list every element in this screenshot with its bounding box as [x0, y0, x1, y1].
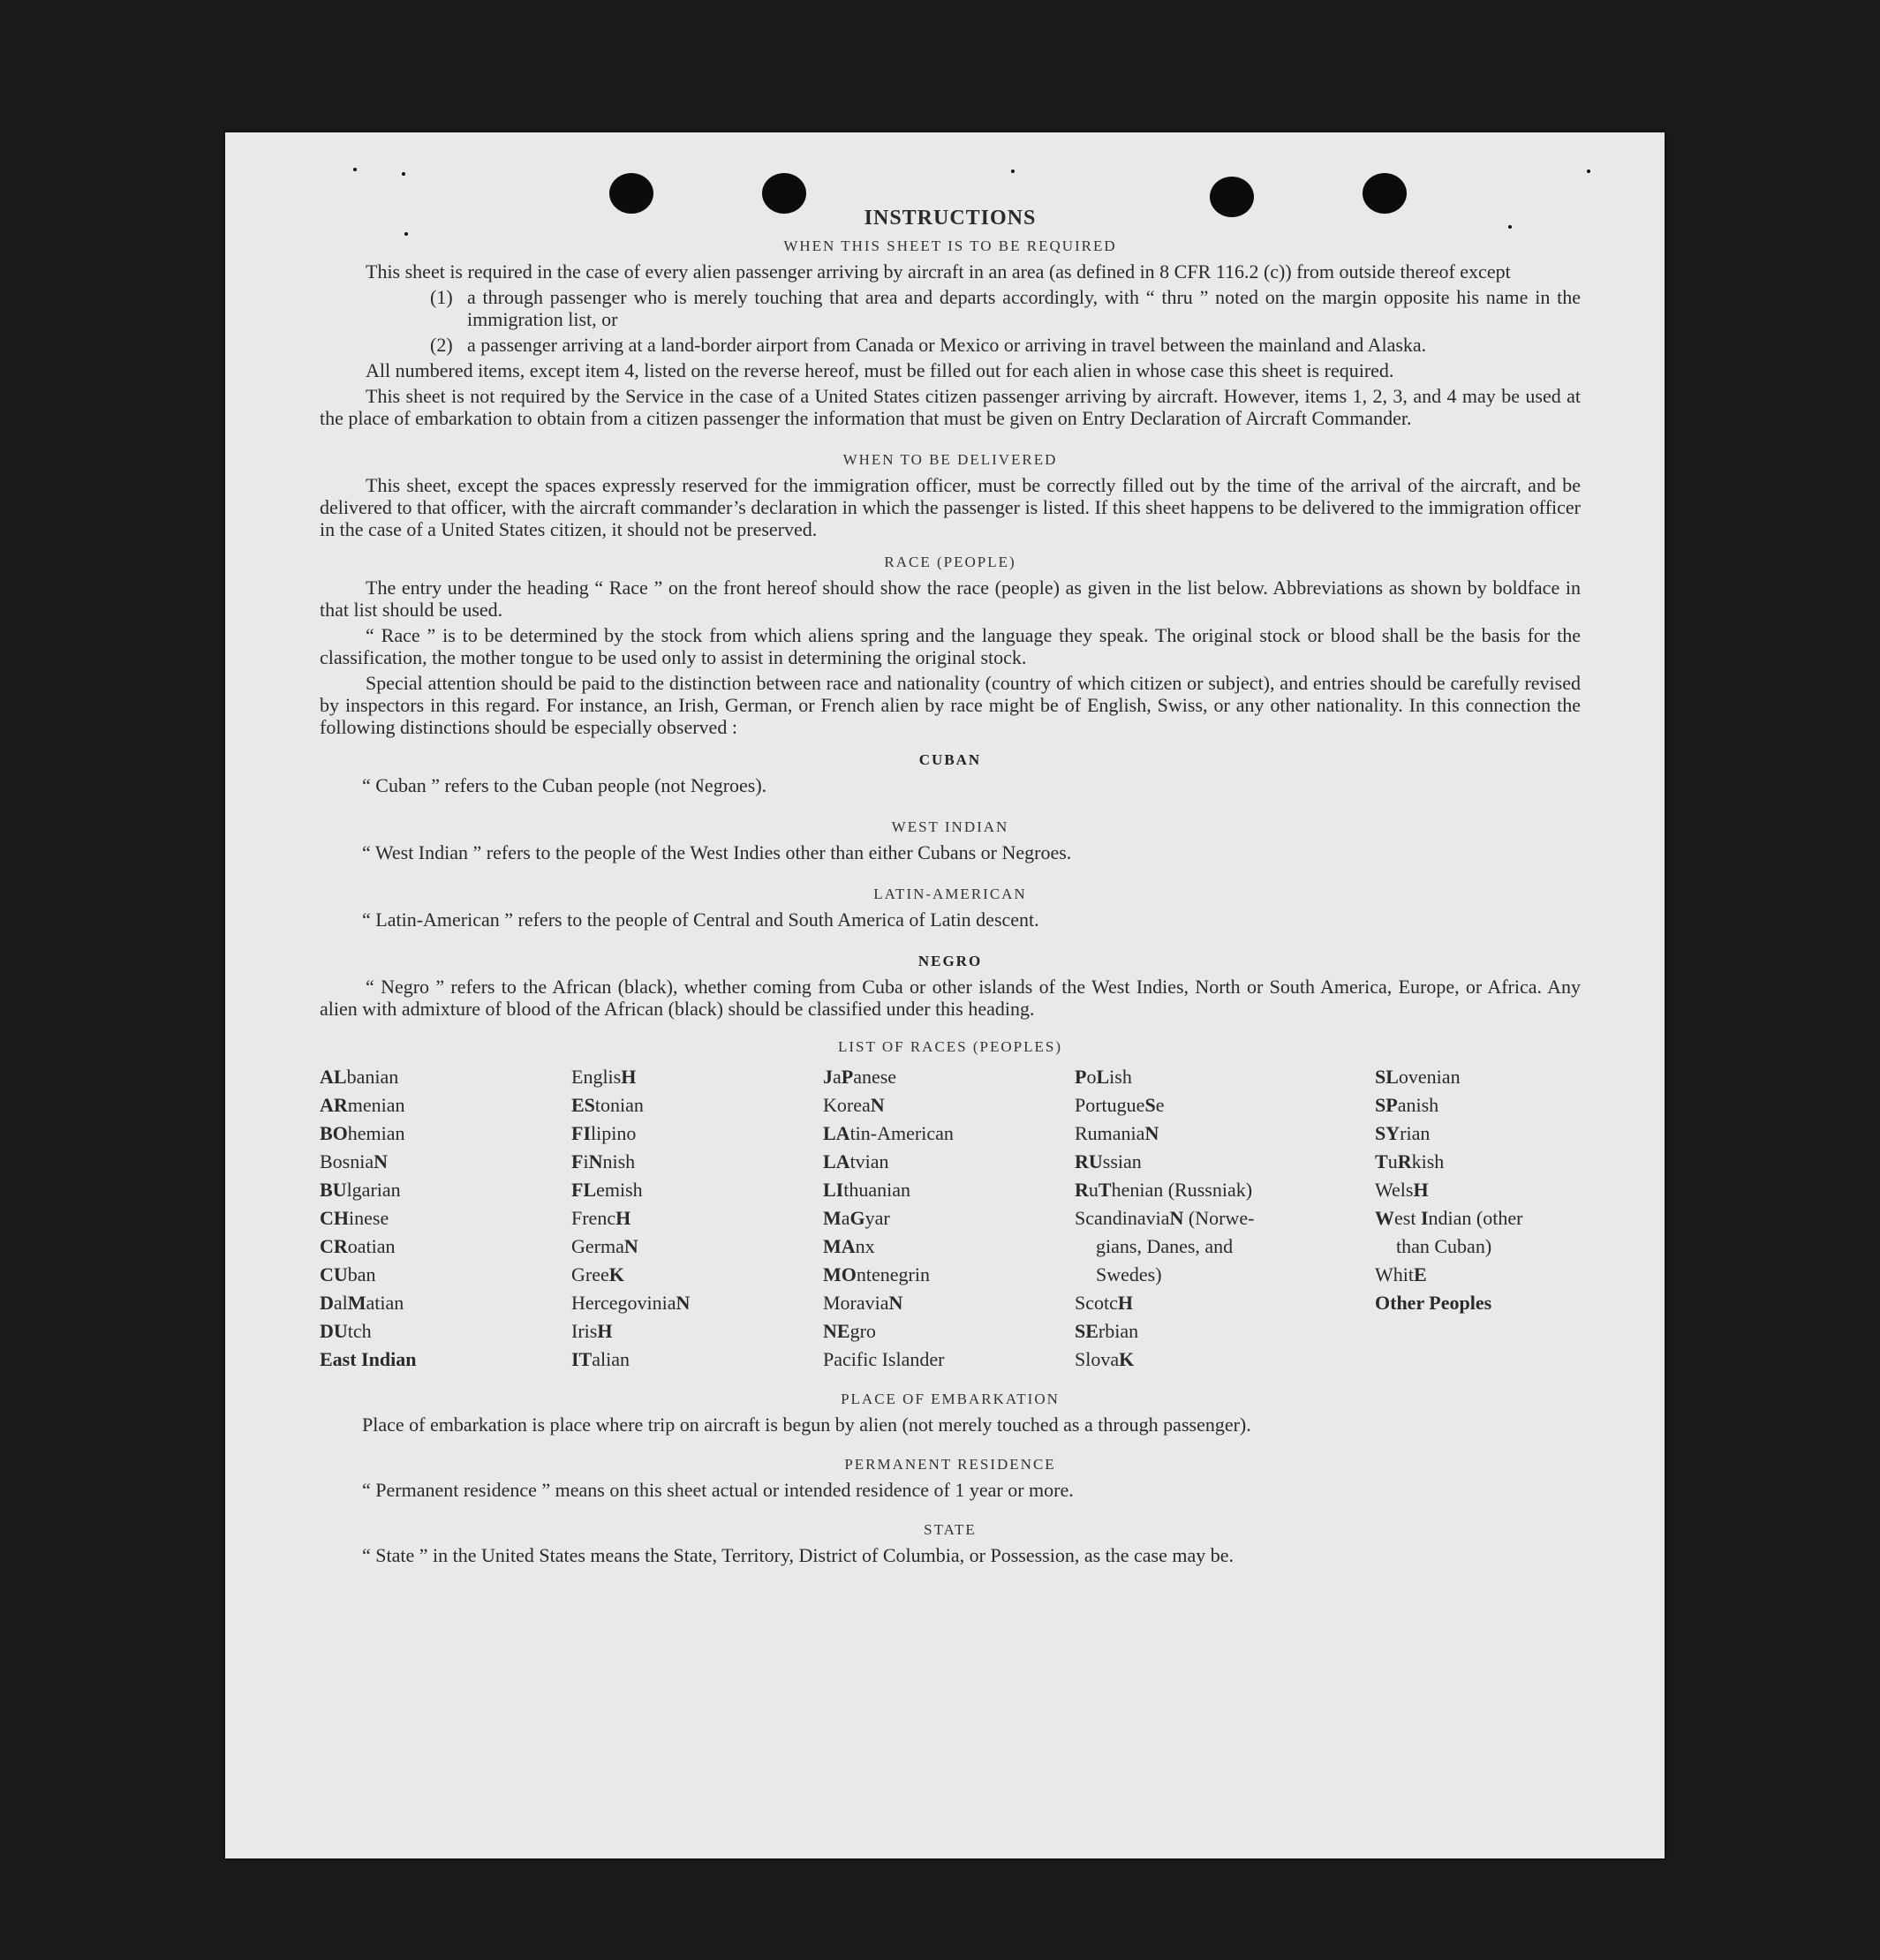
race-abbrev: L [1096, 1066, 1110, 1088]
race-text: Whit [1375, 1263, 1414, 1285]
race-text: e [1155, 1094, 1165, 1116]
race-entry [571, 1317, 823, 1346]
race-abbrev: N [623, 1235, 638, 1257]
race-entry [823, 1346, 1075, 1374]
race-entry [823, 1204, 1075, 1233]
race-text: a [833, 1066, 842, 1088]
race-text: ssian [1102, 1150, 1142, 1172]
item-number: (1) [430, 286, 453, 308]
race-text: lgarian [346, 1179, 401, 1201]
race-abbrev: DU [320, 1320, 348, 1342]
race-entry [1375, 1176, 1578, 1204]
race-entry [1075, 1317, 1348, 1346]
race-text: inese [349, 1207, 389, 1229]
paragraph-race-nationality: Special attention should be paid to the distinction between race and nationality (country of which citizen or subject), and entries should be carefully revised by inspectors in this regard. For instance, an Irish, German, or French alien by race might be of English, Swiss, or any other nationality. In this connection the following distinctions should be especially observed : [320, 672, 1581, 738]
paragraph-race-stock: “ Race ” is to be determined by the stock from which aliens spring and the language they speak. The original stock or blood shall be the basis for the classification, the mother tongue to be used only to assist in determining the original stock. [320, 624, 1581, 668]
race-entry [1075, 1289, 1348, 1317]
race-entry [320, 1289, 571, 1317]
race-abbrev: W [1375, 1207, 1394, 1229]
race-abbrev: N [676, 1292, 691, 1314]
race-entry [320, 1204, 571, 1233]
race-text: tvian [849, 1150, 889, 1172]
race-entry [571, 1091, 823, 1119]
race-text: Iris [571, 1320, 598, 1342]
paragraph-numbered-items: All numbered items, except item 4, listed on the reverse hereof, must be filled out for each alien in whose case this sheet is required. [366, 359, 1394, 381]
race-entry [823, 1261, 1075, 1289]
definition-west-indian: “ West Indian ” refers to the people of the West Indies other than either Cubans or Negroes. [362, 841, 1072, 863]
speck [402, 172, 405, 176]
race-text: Scandinavia [1075, 1207, 1170, 1229]
race-entry [1075, 1063, 1348, 1091]
race-text: tch [347, 1320, 372, 1342]
section-heading-delivered: WHEN TO BE DELIVERED [842, 451, 1058, 468]
section-heading-west-indian: WEST INDIAN [891, 818, 1009, 835]
race-text: anish [1397, 1094, 1439, 1116]
races-column-1 [320, 1063, 571, 1374]
race-entry [1375, 1261, 1578, 1289]
race-entry [320, 1233, 571, 1261]
race-abbrev: BU [320, 1179, 347, 1201]
race-abbrev: E [1414, 1263, 1427, 1285]
race-abbrev: N [1144, 1122, 1159, 1144]
race-text: Bosnia [320, 1150, 374, 1172]
paragraph-delivered: This sheet, except the spaces expressly reserved for the immigration officer, must be correctly filled out by the time of the arrival of the aircraft, and be delivered to that officer, with the aircraft commander’s declaration in which the passenger is listed. If this sheet happens to be delivered to the immigration officer in the case of a United States citizen, it should not be preserved. [320, 474, 1581, 540]
race-text: i [583, 1150, 589, 1172]
race-text: ish [1109, 1066, 1132, 1088]
race-entry [823, 1091, 1075, 1119]
race-entry [1375, 1148, 1578, 1176]
race-text: Swedes) [1096, 1263, 1162, 1285]
race-entry [1075, 1233, 1348, 1261]
race-text: tin-American [849, 1122, 954, 1144]
race-entry [1075, 1204, 1348, 1233]
race-entry [571, 1261, 823, 1289]
race-entry [320, 1346, 571, 1374]
race-entry [823, 1176, 1075, 1204]
race-abbrev: MO [823, 1263, 857, 1285]
section-heading-cuban: CUBAN [918, 751, 982, 768]
race-abbrev: H [1413, 1179, 1429, 1201]
race-text: al [333, 1292, 348, 1314]
race-entry [1075, 1148, 1348, 1176]
race-text: est [1394, 1207, 1421, 1229]
race-abbrev: FI [571, 1122, 591, 1144]
paragraph-race-entry: The entry under the heading “ Race ” on the front hereof should show the race (people) as given in the list below. Abbreviations as shown by boldface in that list should be used. [320, 577, 1581, 621]
race-entry [1075, 1091, 1348, 1119]
instructions-content [320, 207, 1581, 1570]
race-abbrev: T [1098, 1179, 1112, 1201]
race-abbrev: F [571, 1150, 584, 1172]
race-entry [320, 1317, 571, 1346]
race-entry [1375, 1204, 1578, 1233]
race-text: Wels [1375, 1179, 1414, 1201]
race-text: nx [855, 1235, 875, 1257]
race-text: menian [347, 1094, 405, 1116]
races-column-4 [1075, 1063, 1375, 1374]
race-text: henian (Russniak) [1111, 1179, 1253, 1201]
race-abbrev: I [1420, 1207, 1429, 1229]
race-abbrev: AL [320, 1066, 347, 1088]
race-entry [320, 1119, 571, 1148]
race-abbrev: M [347, 1292, 366, 1314]
race-entry [1075, 1119, 1348, 1148]
race-abbrev: LA [823, 1122, 850, 1144]
race-entry [823, 1148, 1075, 1176]
race-abbrev: N [588, 1150, 603, 1172]
race-abbrev: K [608, 1263, 624, 1285]
race-abbrev: H [615, 1207, 631, 1229]
race-text: alian [592, 1348, 630, 1370]
race-abbrev: G [849, 1207, 865, 1229]
race-abbrev: SY [1375, 1122, 1401, 1144]
race-abbrev: SP [1375, 1094, 1398, 1116]
race-entry [320, 1063, 571, 1091]
speck [1011, 170, 1015, 173]
race-abbrev: M [823, 1207, 842, 1229]
race-text: rbian [1098, 1320, 1139, 1342]
exception-item-1 [430, 286, 1581, 330]
race-entry [1375, 1289, 1578, 1317]
race-abbrev: ES [571, 1094, 595, 1116]
race-entry [571, 1346, 823, 1374]
race-text: Slova [1075, 1348, 1120, 1370]
races-column-3 [823, 1063, 1075, 1374]
race-entry [823, 1317, 1075, 1346]
definition-embarkation: Place of embarkation is place where trip on aircraft is begun by alien (not merely touched as a through passenger). [362, 1413, 1251, 1436]
section-heading-residence: PERMANENT RESIDENCE [844, 1456, 1056, 1473]
race-abbrev: RU [1075, 1150, 1103, 1172]
race-text: atian [366, 1292, 404, 1314]
races-column-5 [1375, 1063, 1578, 1374]
race-text: anese [853, 1066, 897, 1088]
section-heading-negro: NEGRO [917, 953, 983, 969]
race-abbrev: CH [320, 1207, 349, 1229]
race-text: Moravia [823, 1292, 889, 1314]
race-entry [823, 1119, 1075, 1148]
race-entry [320, 1091, 571, 1119]
race-abbrev: R [1075, 1179, 1089, 1201]
definition-latin-american: “ Latin-American ” refers to the people of Central and South America of Latin descent. [362, 908, 1039, 931]
race-text: tonian [594, 1094, 644, 1116]
race-abbrev: T [1375, 1150, 1388, 1172]
race-text: thuanian [843, 1179, 911, 1201]
race-entry [1375, 1233, 1578, 1261]
race-text: Pacific Islander [823, 1348, 945, 1370]
race-entry [823, 1063, 1075, 1091]
paragraph-required: This sheet is required in the case of every alien passenger arriving by aircraft in an area (as defined in 8 CFR 116.2 (c)) from outside thereof except [366, 260, 1511, 283]
section-heading-race: RACE (PEOPLE) [884, 554, 1016, 570]
race-abbrev: S [1144, 1094, 1156, 1116]
race-abbrev: P [841, 1066, 854, 1088]
race-entry [823, 1289, 1075, 1317]
paragraph-citizen: This sheet is not required by the Service in the case of a United States citizen passenger arriving by aircraft. However, items 1, 2, 3, and 4 may be used at the place of embarkation to obtain from a citizen passenger the information that must be given on Entry Declaration of Aircraft Commander. [320, 385, 1581, 429]
race-abbrev: East Indian [320, 1348, 417, 1370]
race-entry [1375, 1063, 1578, 1091]
race-text: Scotc [1075, 1292, 1118, 1314]
document-sheet [225, 132, 1665, 1858]
race-abbrev: K [1119, 1348, 1135, 1370]
race-abbrev: D [320, 1292, 334, 1314]
race-entry [571, 1148, 823, 1176]
race-text: Germa [571, 1235, 624, 1257]
race-abbrev: SE [1075, 1320, 1099, 1342]
race-entry [571, 1289, 823, 1317]
race-text: ovenian [1398, 1066, 1461, 1088]
race-entry [1375, 1119, 1578, 1148]
race-entry [320, 1148, 571, 1176]
race-text: than Cuban) [1396, 1235, 1492, 1257]
race-text: Gree [571, 1263, 609, 1285]
race-entry [1375, 1091, 1578, 1119]
race-abbrev: MA [823, 1235, 856, 1257]
item-text: a through passenger who is merely touching that area and departs accordingly, with “ thru ” noted on the margin opposite his name in the immigration list, or [467, 286, 1581, 330]
race-abbrev: LA [823, 1150, 850, 1172]
race-text: gians, Danes, and [1096, 1235, 1234, 1257]
race-text: rian [1400, 1122, 1431, 1144]
race-abbrev: H [621, 1066, 637, 1088]
race-entry [571, 1176, 823, 1204]
race-entry [571, 1233, 823, 1261]
race-entry [1075, 1261, 1348, 1289]
race-abbrev: SL [1375, 1066, 1399, 1088]
races-column-2 [571, 1063, 823, 1374]
race-text: banian [346, 1066, 399, 1088]
section-heading-latin-american: LATIN-AMERICAN [873, 886, 1027, 902]
race-abbrev: CU [320, 1263, 348, 1285]
section-heading-embarkation: PLACE OF EMBARKATION [841, 1391, 1060, 1407]
definition-state: “ State ” in the United States means the State, Territory, District of Columbia, or Possession, as the case may be. [362, 1544, 1234, 1566]
speck [353, 168, 357, 171]
definition-residence: “ Permanent residence ” means on this sheet actual or intended residence of 1 year or more. [362, 1479, 1074, 1501]
section-heading-state: STATE [924, 1521, 977, 1538]
race-abbrev: BO [320, 1122, 348, 1144]
race-text: hemian [347, 1122, 405, 1144]
race-text: ntenegrin [856, 1263, 930, 1285]
race-abbrev: LI [823, 1179, 844, 1201]
race-abbrev: H [1117, 1292, 1134, 1314]
race-abbrev: AR [320, 1094, 348, 1116]
race-abbrev: N [888, 1292, 903, 1314]
race-abbrev: CR [320, 1235, 348, 1257]
exception-item-2 [430, 334, 1581, 356]
race-abbrev: H [597, 1320, 613, 1342]
item-text: a passenger arriving at a land-border airport from Canada or Mexico or arriving in travel between the mainland and Alaska. [467, 334, 1427, 356]
race-text: a [841, 1207, 850, 1229]
race-abbrev: R [1397, 1150, 1412, 1172]
race-text: Rumania [1075, 1122, 1145, 1144]
race-text: Frenc [571, 1207, 616, 1229]
race-entry [571, 1204, 823, 1233]
race-text: lipino [591, 1122, 637, 1144]
race-abbrev: Other Peoples [1375, 1292, 1492, 1314]
race-abbrev: FL [571, 1179, 597, 1201]
race-text: nish [602, 1150, 636, 1172]
race-text: yar [864, 1207, 890, 1229]
race-text: oatian [347, 1235, 396, 1257]
race-abbrev: N [374, 1150, 389, 1172]
race-entry [320, 1176, 571, 1204]
speck [1587, 170, 1590, 173]
definition-cuban: “ Cuban ” refers to the Cuban people (not Negroes). [362, 774, 767, 796]
race-entry [571, 1063, 823, 1091]
section-heading-list-of-races: LIST OF RACES (PEOPLES) [838, 1038, 1062, 1055]
races-list [320, 1063, 1581, 1374]
race-text: Hercegovinia [571, 1292, 676, 1314]
section-heading-required: WHEN THIS SHEET IS TO BE REQUIRED [783, 237, 1117, 254]
race-text: Portugue [1075, 1094, 1145, 1116]
race-entry [1075, 1176, 1348, 1204]
race-entry [1075, 1346, 1348, 1374]
race-abbrev: J [823, 1066, 833, 1088]
race-text: kish [1411, 1150, 1445, 1172]
definition-negro: “ Negro ” refers to the African (black), whether coming from Cuba or other islands of the West Indies, North or South America, Europe, or Africa. Any alien with admixture of blood of the African (black) should be classified under this heading. [320, 976, 1581, 1020]
race-entry [571, 1119, 823, 1148]
race-abbrev: IT [571, 1348, 593, 1370]
race-entry [823, 1233, 1075, 1261]
page-title: INSTRUCTIONS [864, 207, 1037, 230]
race-abbrev: NE [823, 1320, 850, 1342]
race-text: o [1086, 1066, 1097, 1088]
race-text: (Norwe- [1183, 1207, 1255, 1229]
race-text: Korea [823, 1094, 871, 1116]
race-text: u [1088, 1179, 1099, 1201]
race-abbrev: P [1075, 1066, 1087, 1088]
race-text: ban [347, 1263, 376, 1285]
race-entry [320, 1261, 571, 1289]
race-abbrev: N [1169, 1207, 1184, 1229]
race-abbrev: N [870, 1094, 885, 1116]
race-text: emish [596, 1179, 643, 1201]
race-text: gro [849, 1320, 876, 1342]
item-number: (2) [430, 334, 453, 356]
race-text: ndian (other [1428, 1207, 1523, 1229]
race-text: u [1387, 1150, 1398, 1172]
race-text: Englis [571, 1066, 622, 1088]
